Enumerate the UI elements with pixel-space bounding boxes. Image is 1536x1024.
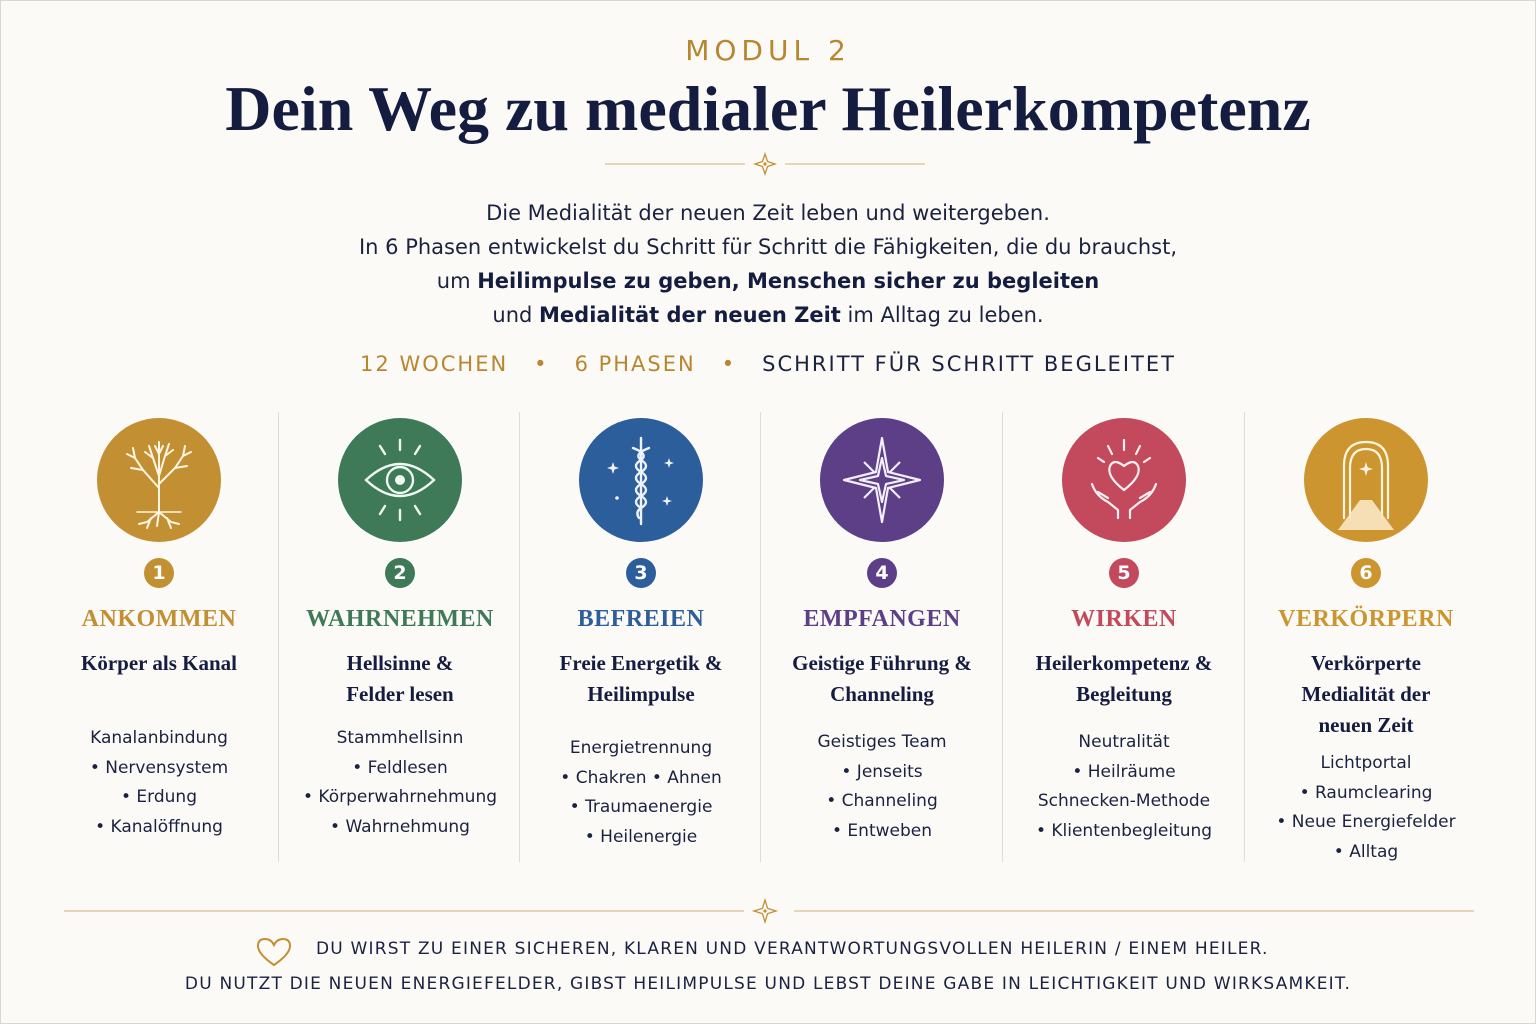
phase-card-4 <box>761 410 1003 860</box>
phase-4-name: EMPFANGEN <box>803 606 961 632</box>
caduceus-icon <box>579 418 703 542</box>
phase-5-number-badge: 5 <box>1109 558 1139 588</box>
star-icon <box>820 418 944 542</box>
list-item: • Feldlesen <box>352 757 448 778</box>
list-item: • Traumaenergie <box>569 797 713 817</box>
module-label: MODUL 2 <box>685 34 851 67</box>
list-item: Stammhellsinn <box>336 728 464 748</box>
phase-1-subtitle: Körper als Kanal <box>81 651 237 675</box>
closing-line-2: DU NUTZT DIE NEUEN ENERGIEFELDER, GIBST HEILIMPULSE UND LEBST DEINE GABE IN LEICHTIGKEIT UND WIRKSAMKEIT. <box>184 974 1352 994</box>
tree-icon <box>97 418 221 542</box>
phase-4-icon-circle <box>820 418 944 542</box>
list-item: • Jenseits <box>841 761 923 782</box>
list-item: • Heilenergie <box>584 826 698 847</box>
phase-4-number-badge: 4 <box>867 558 897 588</box>
heart-icon <box>254 936 294 968</box>
phase-card-2 <box>279 410 521 860</box>
list-item: • Chakren • Ahnen <box>560 767 722 788</box>
phase-4-items <box>761 728 1003 846</box>
list-item: • Neue Energiefelder <box>1276 812 1456 832</box>
phase-6-number-badge: 6 <box>1351 558 1381 588</box>
list-item: • Heilräume <box>1072 761 1176 782</box>
phase-2-subtitle: Hellsinne & Felder lesen <box>346 651 454 706</box>
phase-5-icon-circle <box>1062 418 1186 542</box>
list-item: Neutralität <box>1078 732 1170 752</box>
phase-5-items <box>1003 728 1245 846</box>
phase-2-number-badge: 2 <box>385 558 415 588</box>
closing-line-1: DU WIRST ZU EINER SICHEREN, KLAREN UND VERANTWORTUNGSVOLLEN HEILERIN / EINEM HEILER. <box>316 939 1269 959</box>
intro-emphasis-2: Medialität der neuen Zeit <box>539 303 841 327</box>
phase-card-5 <box>1003 410 1245 860</box>
phase-2-icon-circle <box>338 418 462 542</box>
phase-6-items <box>1245 749 1487 867</box>
phase-4-subtitle: Geistige Führung & Channeling <box>792 651 972 706</box>
intro-line-1: Die Medialität der neuen Zeit leben und weitergeben. <box>486 201 1050 225</box>
list-item: Kanalanbindung <box>90 728 228 748</box>
intro-emphasis-1: Heilimpulse zu geben, Menschen sicher zu begleiten <box>477 269 1100 293</box>
phase-3-icon-circle <box>579 418 703 542</box>
ornament-divider-top <box>605 152 925 176</box>
eye-icon <box>338 418 462 542</box>
list-item: • Wahrnehmung <box>330 816 470 837</box>
phase-1-items <box>38 724 280 842</box>
phase-6-subtitle: Verkörperte Medialität der neuen Zeit <box>1301 651 1431 737</box>
list-item: • Körperwahrnehmung <box>302 787 498 807</box>
page-title: Dein Weg zu medialer Heilerkompetenz <box>225 73 1311 144</box>
phase-3-name: BEFREIEN <box>577 606 705 632</box>
phase-5-subtitle: Heilerkompetenz & Begleitung <box>1035 651 1213 706</box>
phase-card-3 <box>520 410 762 860</box>
intro-line-4: und Medialität der neuen Zeit im Alltag zu leben. <box>492 303 1044 327</box>
phase-3-subtitle: Freie Energetik & Heilimpulse <box>559 651 723 706</box>
phase-1-name: ANKOMMEN <box>81 606 237 632</box>
meta-weeks: 12 WOCHEN <box>360 352 509 376</box>
list-item: • Channeling <box>826 791 938 811</box>
list-item: • Erdung <box>121 787 197 807</box>
phase-2-items <box>279 724 521 842</box>
list-item: • Alltag <box>1333 841 1399 862</box>
portal-icon <box>1304 418 1428 542</box>
closing-line-1-row <box>0 936 1536 964</box>
list-item: • Nervensystem <box>89 757 229 778</box>
phase-3-number-badge: 3 <box>626 558 656 588</box>
program-meta <box>0 352 1536 376</box>
phase-card-1 <box>38 410 280 860</box>
intro-line-2: In 6 Phasen entwickelst du Schritt für Schritt die Fähigkeiten, die du brauchst, <box>358 235 1177 259</box>
list-item: • Raumclearing <box>1299 782 1433 803</box>
phase-1-number-badge: 1 <box>144 558 174 588</box>
phase-3-items <box>520 734 762 852</box>
phase-6-icon-circle <box>1304 418 1428 542</box>
meta-bullet: • <box>534 352 549 376</box>
phase-grid <box>38 410 1498 860</box>
list-item: Geistiges Team <box>817 732 947 752</box>
list-item: Schnecken-Methode <box>1037 791 1211 811</box>
meta-bullet: • <box>721 352 737 376</box>
intro-line-3: um Heilimpulse zu geben, Menschen sicher zu begleiten <box>436 269 1100 293</box>
phase-2-name: WAHRNEHMEN <box>306 606 494 632</box>
phase-card-6 <box>1245 410 1487 860</box>
phase-5-name: WIRKEN <box>1071 606 1177 632</box>
heart-hands-icon <box>1062 418 1186 542</box>
ornament-divider-bottom <box>64 898 1474 924</box>
meta-guided: SCHRITT FÜR SCHRITT BEGLEITET <box>762 352 1176 376</box>
phase-1-icon-circle <box>97 418 221 542</box>
list-item: Lichtportal <box>1320 753 1412 773</box>
list-item: Energietrennung <box>569 738 713 758</box>
list-item: • Kanalöffnung <box>95 816 223 837</box>
intro-text <box>268 196 1268 332</box>
list-item: • Entweben <box>832 820 932 841</box>
list-item: • Klientenbegleitung <box>1035 820 1213 841</box>
phase-6-name: VERKÖRPERN <box>1278 606 1454 632</box>
meta-phases: 6 PHASEN <box>574 352 696 376</box>
